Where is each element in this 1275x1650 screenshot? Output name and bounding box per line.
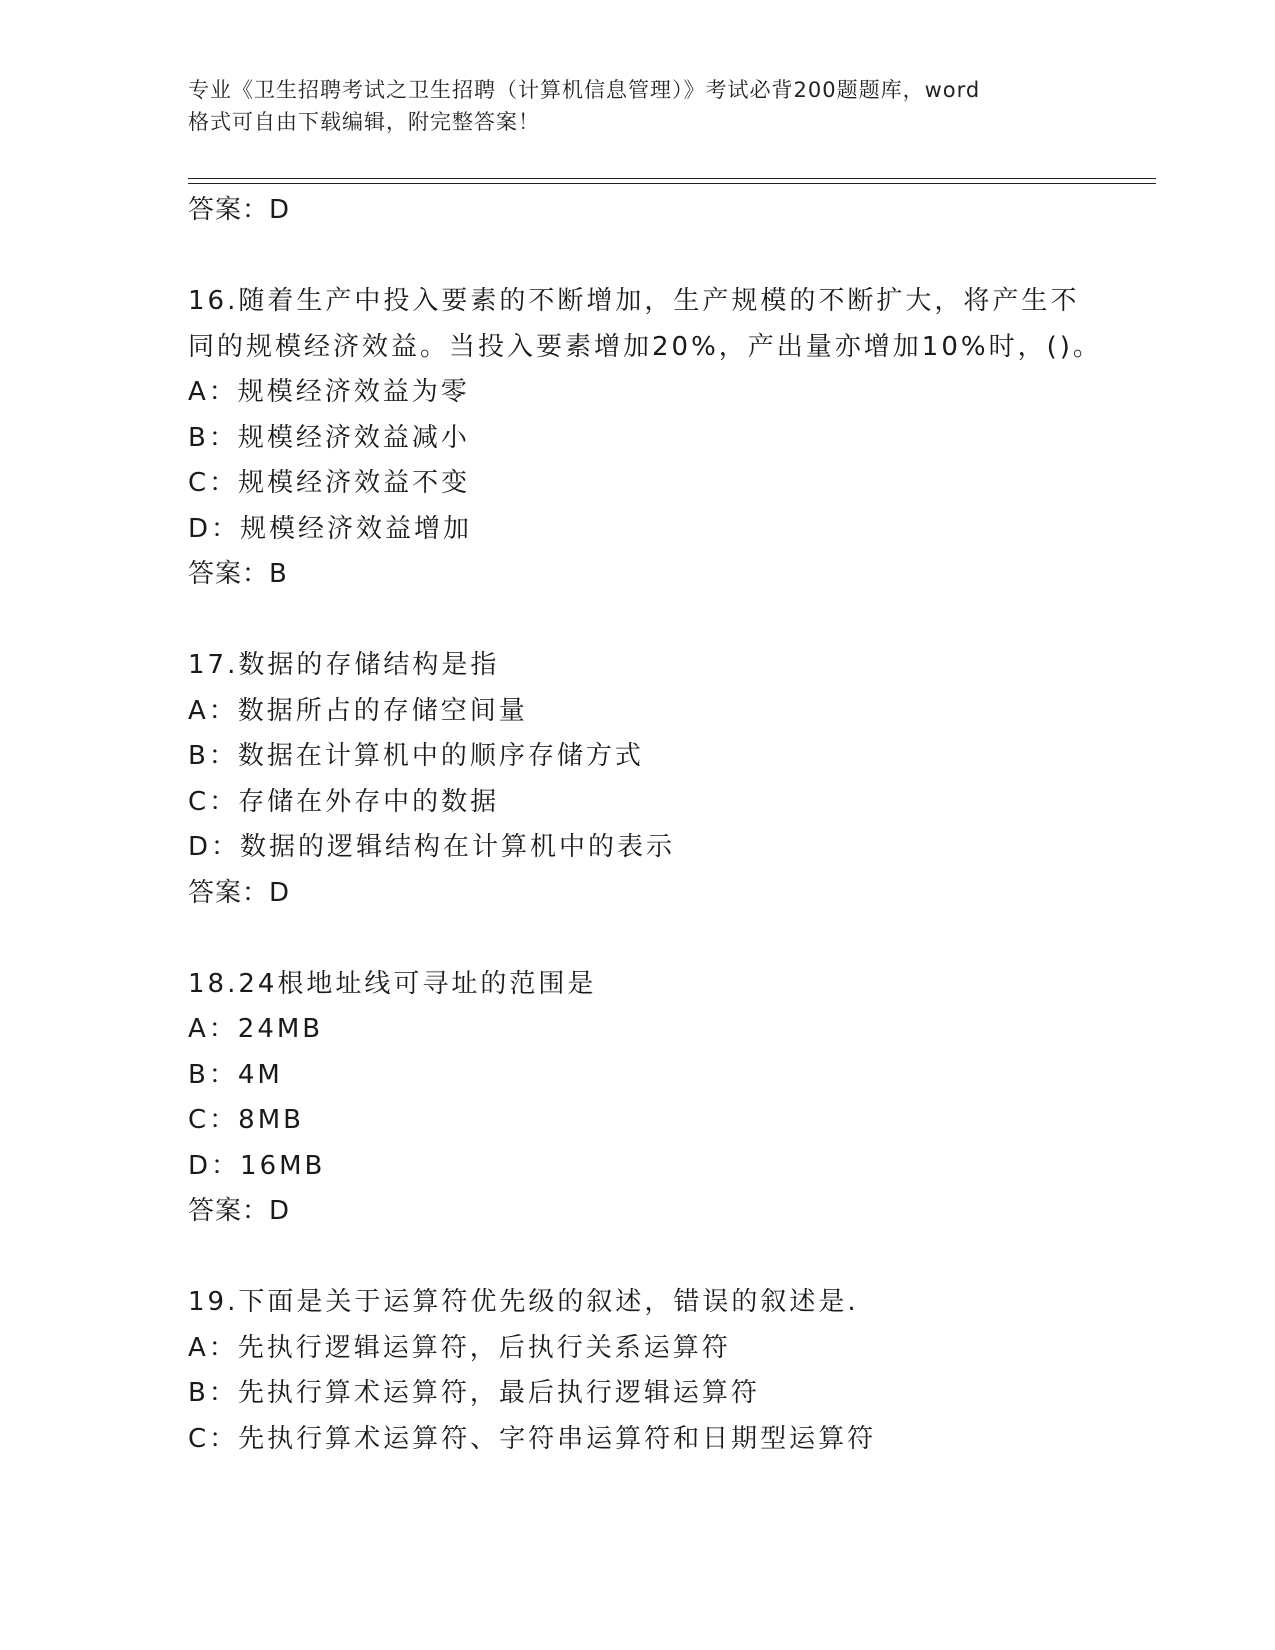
option-c: C：8MB — [188, 1105, 304, 1135]
option-b: B：先执行算术运算符，最后执行逻辑运算符 — [188, 1378, 760, 1408]
spacer — [188, 916, 1148, 962]
answer: 答案：B — [188, 559, 288, 589]
question-18 — [188, 962, 1148, 1235]
question-stem: 19.下面是关于运算符优先级的叙述，错误的叙述是. — [188, 1287, 859, 1317]
question-17 — [188, 643, 1148, 916]
question-list — [188, 188, 1148, 1462]
previous-answer: 答案：D — [188, 195, 291, 225]
spacer — [188, 598, 1148, 644]
spacer — [188, 1235, 1148, 1281]
question-stem: 16.随着生产中投入要素的不断增加，生产规模的不断扩大，将产生不 — [188, 286, 1080, 316]
option-a: A：24MB — [188, 1014, 324, 1044]
header-rule-top — [188, 178, 1156, 179]
header-rule-bottom — [188, 183, 1156, 184]
option-b: B：规模经济效益减小 — [188, 422, 470, 453]
header-line-1: 专业《卫生招聘考试之卫生招聘（计算机信息管理）》考试必背200题题库，word — [188, 78, 981, 102]
option-c: C：先执行算术运算符、字符串运算符和日期型运算符 — [188, 1423, 877, 1454]
question-16 — [188, 279, 1148, 598]
question-stem: 18.24根地址线可寻址的范围是 — [188, 968, 597, 999]
answer: 答案：D — [188, 877, 291, 908]
question-stem: 同的规模经济效益。当投入要素增加20%，产出量亦增加10%时，()。 — [188, 331, 1102, 362]
option-a: A：先执行逻辑运算符，后执行关系运算符 — [188, 1332, 731, 1363]
option-c: C：规模经济效益不变 — [188, 468, 471, 498]
option-c: C：存储在外存中的数据 — [188, 786, 500, 817]
answer: 答案：D — [188, 1196, 291, 1226]
page-header — [188, 74, 1088, 138]
spacer — [188, 234, 1148, 280]
option-a: A：数据所占的存储空间量 — [188, 695, 528, 726]
option-b: B：数据在计算机中的顺序存储方式 — [188, 741, 644, 771]
option-d: D：规模经济效益增加 — [188, 513, 473, 544]
question-19 — [188, 1280, 1148, 1462]
option-d: D：数据的逻辑结构在计算机中的表示 — [188, 832, 676, 862]
header-line-2: 格式可自由下载编辑，附完整答案！ — [188, 110, 540, 134]
option-b: B：4M — [188, 1059, 283, 1090]
option-a: A：规模经济效益为零 — [188, 377, 470, 407]
question-stem: 17.数据的存储结构是指 — [188, 650, 500, 680]
option-d: D：16MB — [188, 1150, 326, 1181]
